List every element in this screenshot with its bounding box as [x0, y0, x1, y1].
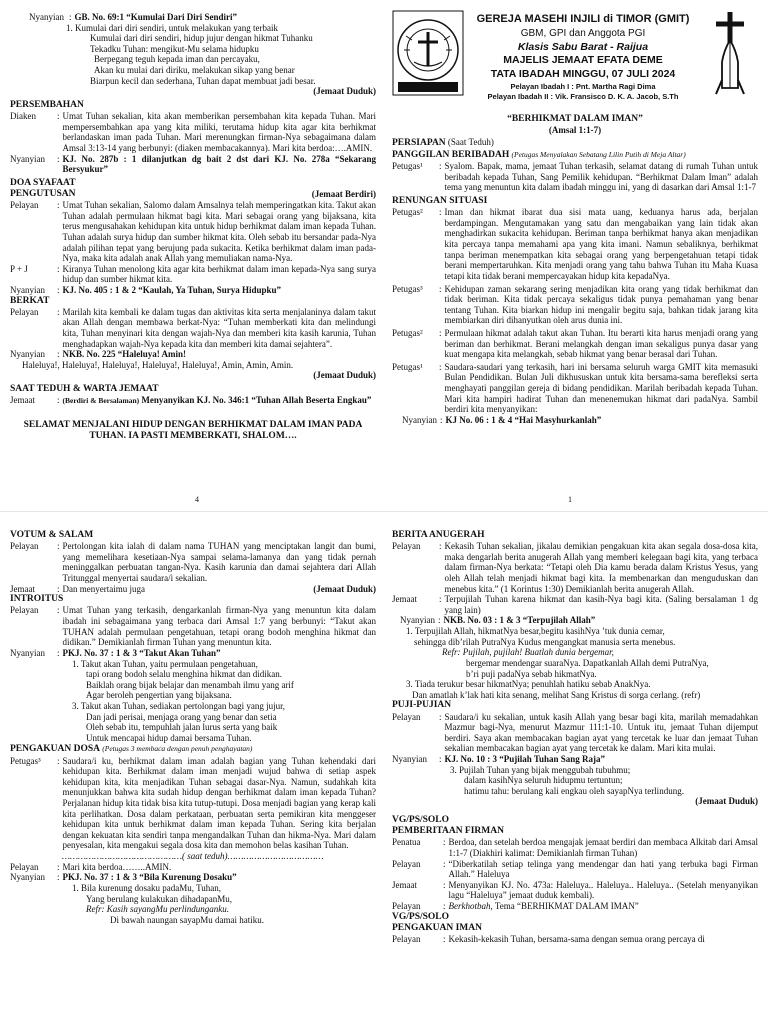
lyric-line: 3. Tiada terukur besar hikmatNya; penuhlah hatiku sebab AnakNya.	[406, 679, 651, 690]
jemaat-row-2: Jemaat : Menyanyikan KJ. No. 473a: Haleluya.. Haleluya.. Haleluya.. (Setelah menyanyikan lagu “Haleluya” jemaat duduk kembali).	[392, 879, 758, 901]
jemaat-duduk-note: (Jemaat Duduk)	[313, 370, 376, 381]
jemaat-label: Jemaat	[392, 879, 417, 890]
puji-text: Saudara/i ku sekalian, untuk kasih Allah yang besar bagi kita, marilah memadahkan Mazmur bagi-Nya, menurut Mazmur 111:1-10. Untuk itu, jemaat Tuhan dijemput berdiri. Saya akan membacakan bagian ayat yang tercetak ke luar dan jemaat Tuhan sekalian membacakan bagian ayat yang tercetak ke dalam. Mari kita mulai.	[444, 711, 758, 754]
pj-row: P + J : Kiranya Tuhan menolong kita agar kita berhikmat dalam iman kepada-Nya sang surya hidup dan sumber hikmat kita.	[10, 263, 376, 285]
gmit-logo-icon	[392, 10, 464, 96]
diaken-text: Umat Tuhan sekalian, kita akan memberikan persembahan kita kepada Tuhan. Mari mempersembahkan apa yang kita miliki, terutama hidup kita agar kita berhikmat berlandaskan iman pada Tuhan. Mari merenungkan firman-Nya sebagaimana dalam Amsal 3:13-14 yang berbunyi: (diaken membacakannya). Mari kita berdoa:….AMIN.	[62, 111, 376, 153]
renungan-4: Petugas¹ : Saudara-saudari yang terkasih, hari ini bersama seluruh warga GMIT kita memasuki Bulan Pendidikan. Bulan Juli dikhususkan untuk kita bersama-sama berefleksi serta menghayati panggilan gereja di bidang pendidikan. Marilah beribadah kepada Tuhan. Mari kita hampiri hadirat Tuhan dan menenemukan hikmat dari padaNya. Sambil berdiri kita menyanyikan:	[392, 361, 758, 415]
nyanyian-gb69: Nyanyian : GB. No. 69:1 “Kumulai Dari Diri Sendiri”	[10, 12, 376, 23]
pelayan-row-2: Pelayan : “Diberkatilah setiap telinga yang mendengar dan hati yang terbuka bagi Firman Allah.” Haleluya	[392, 858, 758, 880]
lyric-line: Dan amatlah k’lak hati kita senang, melihat Sang Kristus di sorga cerlang. (refr)	[412, 689, 701, 700]
jemaat-text: Dan menyertaimu juga	[62, 583, 145, 594]
panggilan-note: (Petugas Menyalakan Sebatang Lilin Putih di Meja Altar)	[511, 150, 686, 160]
lyric-line: Agar beroleh pengertian yang bijaksana.	[86, 690, 232, 701]
pengutusan-row: Pelayan : Umat Tuhan sekalian, Salomo dalam Amsalnya telah memperingatkan kita. Takut akan Tuhan adalah permulaan hikmat bagi kita. Mari sebagai orang yang bijaksana, kita terus mengusahakan kehidupan kita untuk hidup berhikmat dalam iman kepada Tuhan. Tuhan adalah surya hidup dan sumber hikmat kita. Oleh sebab itu bersandar pada-Nya adalah pilihan tepat yang berujung pada sukacita. Ketika berhikmat dalam iman pada-Nya, maka kita adalah anak Allah yang memuliakan nama-Nya.	[10, 200, 376, 264]
pelayan-label: Pelayan	[10, 200, 39, 211]
jemaat-row: Jemaat : (Berdiri & Bersalaman) Menyanyikan KJ. No. 346:1 “Tuhan Allah Beserta Engkau”	[10, 395, 372, 406]
section-renungan: RENUNGAN SITUASI	[392, 196, 488, 207]
nyanyian-label: Nyanyian	[10, 872, 45, 883]
petugas-label: Petugas³	[392, 283, 423, 294]
pelayan-label: Pelayan	[10, 605, 39, 616]
diaken-label: Diaken	[10, 111, 36, 122]
song-title: PKJ. No. 37 : 1 & 3 “Bila Kurenung Dosaku”	[62, 872, 237, 883]
section-berita-anugerah: BERITA ANUGERAH	[392, 530, 485, 540]
penatua-text: Berdoa, dan setelah berdoa mengajak jemaat berdiri dan membaca Alkitab dari Amsal 1:1-7 (Diakhiri kalimat: Demikianlah firman Tuhan)	[448, 837, 758, 859]
pelayan-label: Pelayan	[392, 934, 421, 945]
booklet-page-1	[384, 0, 768, 512]
klasis-name: Klasis Sabu Barat - Raijua	[517, 40, 649, 53]
nyanyian-label: Nyanyian	[29, 12, 64, 22]
song-title: GB. No. 69:1 “Kumulai Dari Diri Sendiri”	[74, 12, 238, 22]
song-bila-kurenung-lyrics	[10, 883, 376, 925]
lyric-line: Untuk mencapai hidup damai bersama Tuhan.	[86, 732, 252, 743]
section-panggilan: PANGGILAN BERIBADAH	[392, 150, 510, 161]
nyanyian-kj287: Nyanyian : KJ. No. 287b : 1 dilanjutkan dg bait 2 dst dari KJ. No. 278a “Sekarang Bersyukur”	[10, 153, 376, 175]
section-saat-teduh: SAAT TEDUH & WARTA JEMAAT	[10, 384, 159, 395]
section-introitus: INTROITUS	[10, 594, 64, 605]
church-affiliation: GBM, GPI dan Anggota PGI	[520, 27, 646, 39]
petugas-label: Petugas²	[392, 327, 423, 338]
service-title: TATA IBADAH MINGGU, 07 JULI 2024	[490, 67, 676, 80]
sermon-theme: Tema “BERHIKMAT DALAM IMAN”	[494, 901, 639, 912]
pelayan-ibadah-1: Pelayan Ibadah I : Pnt. Martha Ragi Dima	[510, 81, 656, 91]
jemaat-text: Menyanyikan KJ. No. 346:1 “Tuhan Allah Beserta Engkau”	[141, 395, 372, 406]
lyric-line: tapi orang bodoh selalu menghina hikmat dan didikan.	[86, 669, 282, 680]
lyric-line: b’ri puji padaNya sebab hikmatNya.	[466, 668, 597, 679]
renungan-text: Kehidupan zaman sekarang sering menjadikan kita orang yang tidak berhikmat dan tidak beriman. Kita tidak percaya sekaligus tidak punya pemahaman yang benar tentang Tuhan. Kita biarkan hidup ini mengalir begitu saja, bahkan tidak jarang kita membiarkan diri dihanyutkan oleh arus dunia ini.	[444, 283, 758, 326]
section-vg: VG/PS/SOLO	[392, 815, 450, 826]
pelayan-row-3: Pelayan : Berkhotbah, Tema “BERHIKMAT DALAM IMAN”	[392, 901, 639, 912]
section-vg-2: VG/PS/SOLO	[392, 911, 450, 922]
lyric-line: 1. Bila kurenung dosaku padaMu, Tuhan,	[72, 882, 221, 893]
saat-teduh-line: ………………………………………( saat teduh)………………………………	[62, 851, 324, 862]
nyanyian-label: Nyanyian	[392, 753, 427, 764]
booklet-page-2	[0, 512, 384, 1024]
jemaat-duduk-note: (Jemaat Duduk)	[695, 796, 758, 807]
section-pengakuan-dosa: PENGAKUAN DOSA	[10, 744, 100, 755]
song-title: KJ. No. 405 : 1 & 2 “Kaulah, Ya Tuhan, Surya Hidupku”	[62, 285, 282, 296]
renungan-text: Iman dan hikmat ibarat dua sisi mata uang, keduanya harus ada, berjalan berdampingan. Mengutamakan yang satu dan mengabaikan yang lain tidak akan menghadirkan sukacita kehidupan. Beriman tanpa berhikmat hanya akan menjadikan kita percaya tanpa memahami apa yang kita imani. Namun sebaliknya, berhikmat tanpa beriman menempatkan kita sebagai orang yang berpengetahuan tetapi tidak berani mempertaruhkan. Kita menjadi orang yang tahu bahwa Tuhan itu Maha Kuasa tetapi kita tidak berani mempercayakan hidup kita kepadaNya.	[444, 207, 758, 281]
section-doa-syafaat: DOA SYAFAAT	[10, 177, 76, 188]
nyanyian-label: Nyanyian	[402, 414, 437, 425]
nyanyian-pkj37-b: Nyanyian : PKJ. No. 37 : 1 & 3 “Bila Kurenung Dosaku”	[10, 872, 237, 883]
penatua-row: Penatua : Berdoa, dan setelah berdoa mengajak jemaat berdiri dan membaca Alkitab dari Amsal 1:1-7 (Diakhiri kalimat: Demikianlah firman Tuhan)	[392, 837, 758, 859]
renungan-text: Permulaan hikmat adalah takut akan Tuhan. Itu berarti kita harus menjadi orang yang beriman dan berhikmat. Berani melangkah dengan iman sekaligus punya dasar yang kuat mengapa kita melangkah, sebab hikmat yang benar berasal dari Tuhan.	[444, 327, 758, 360]
nyanyian-pkj37: Nyanyian : PKJ. No. 37 : 1 & 3 “Takut Akan Tuhan”	[10, 647, 221, 658]
berita-text: Kekasih Tuhan sekalian, jikalau demikian pengakuan kita akan segala dosa-dosa kita, maka dengarlah berita anugerah Allah yang memberi kelegaan bagi kita, yang terbaca dalam firman-Nya berkata: “Tetapi oleh Dia kamu berada dalam Kristus Yesus, yang oleh Allah telah menjadi hikmat bagi kita. Ia membenarkan dan menguduskan dan menebus kita.” (1 Korintus 1:30) Demikianlah berita anugerah Allah.	[444, 541, 758, 594]
berkat-row: Pelayan : Marilah kita kembali ke dalam tugas dan aktivitas kita serta menjalaninya dalam takut akan Allah dengan membawa berkat-Nya: “Tuhan memberkati kita dan melindungi kita, Tuhan menyinari kita dengan wajah-Nya dan memberi kita kasih karunia, Tuhan menghadapkan wajah-Nya kepada kita dan memberi kita damai sejahtera”.	[10, 306, 376, 349]
lyric-line: dalam kasihNya seluruh hidupmu tertuntun;	[464, 775, 623, 786]
berita-row: Pelayan : Kekasih Tuhan sekalian, jikalau demikian pengakuan kita akan segala dosa-dosa kita, maka dengarlah berita anugerah Allah yang memberi kelegaan bagi kita, yang terbaca dalam firman-Nya berkata: “Tetapi oleh Dia kamu berada dalam Kristus Yesus, yang oleh Allah telah menjadi hikmat bagi kita. Ia membenarkan dan menguduskan dan menebus kita.” (1 Korintus 1:30) Demikianlah berita anugerah Allah.	[392, 541, 758, 594]
pj-text: Kiranya Tuhan menolong kita agar kita berhikmat dalam iman kepada-Nya sang surya hidup dan sumber hikmat kita.	[62, 263, 376, 285]
pelayan-text-4: Kekasih-kekasih Tuhan, bersama-sama dengan semua orang percaya di	[448, 934, 705, 945]
page-number: 4	[195, 495, 199, 504]
lyric-line: hatimu tahu: berulang kali engkau oleh sayapNya terlindung.	[464, 785, 684, 796]
theme-reference: (Amsal 1:1-7)	[548, 125, 602, 136]
lyric-line: Baiklah orang bijak belajar dan menambah ilmu yang arif	[86, 679, 294, 690]
votum-row: Pelayan : Pertolongan kita ialah di dalam nama TUHAN yang menciptakan langit dan bumi, yang memelihara kesetiaan-Nya sampai selama-lamanya dan yang tidak pernah meninggalkan perbuatan tangan-Nya. Kasih karunia dan damai sejahtera dari Allah Tritunggal menyertai saudara/i sekalian.	[10, 541, 376, 584]
pelayan-label: Pelayan	[392, 901, 421, 912]
pelayan-label: Pelayan	[392, 711, 421, 722]
section-pengutusan: PENGUTUSAN	[10, 188, 76, 199]
song-kj10-lyrics	[392, 765, 758, 797]
lyric-line: Berpegang teguh kepada iman dan percayaku,	[94, 54, 260, 65]
petugas-label: Petugas¹	[392, 361, 423, 372]
song-title: NKB. No. 03 : 1 & 3 “Terpujilah Allah”	[443, 615, 596, 626]
pengakuan-text: Saudara/i ku, berhikmat dalam iman adalah bagian yang Tuhan kehendaki dari kehidupan kita. Berhikmat dalam iman menjadi wujud bahwa di setiap aspek kehidupan kita, kita menjadikan Tuhan sebagai dasar-Nya. Namun, sudahkah kita menunjukkan bahwa kita sudah hidup dengan berhikmat dalam iman kepada Tuhan? Perjalanan hidup kita tidak bisa kita tutup-tutupi. Dosa menjadi bagian yang kerap kali kita perlihatkan. Dosa dalam perkataan, perbuatan serta pemikiran kita menggeser kehidupan kita untuk berhikmat dalam iman kepada Tuhan. Sering kita berjalan dengan kekuatan kita sendiri tanpa mengandalkan Tuhan dan hikma-Nya. Mari dalam penyesalan, kita mengakui segala dosa kita dan memohon belas kasihan Tuhan.	[62, 755, 376, 851]
lyric-line: Dan jadi perisai, menjaga orang yang benar dan setia	[86, 711, 277, 722]
lyric-line: sehingga dib’rilah PutraNya Kudus mengangkat manusia serta menebus.	[414, 636, 676, 647]
jemaat-text-2: Menyanyikan KJ. No. 473a: Haleluya.. Haleluya.. Haleluya.. (Setelah menyanyikan lagu “Haleluya” jemaat duduk kembali).	[448, 879, 758, 901]
introitus-row: Pelayan : Umat Tuhan yang terkasih, dengarkanlah firman-Nya yang menuntun kita dalam ibadah ini sebagaimana yang terbaca dari Amsal 1:7 yang berbunyi: “Takut akan TUHAN adalah permulaan pengetahuan, tetapi orang bodoh menghina hikmat dan didikan.” Demikianlah firman Tuhan yang menuntun kita.	[10, 605, 376, 648]
song-title: KJ No. 06 : 1 & 4 “Hai Masyhurkanlah”	[445, 414, 602, 425]
nyanyian-kj10: Nyanyian : KJ. No. 10 : 3 “Pujilah Tuhan Sang Raja”	[392, 753, 606, 764]
nyanyian-label: Nyanyian	[400, 615, 435, 626]
section-berkat: BERKAT	[10, 295, 50, 306]
petugas-label: Petugas¹	[392, 161, 423, 172]
introitus-text: Umat Tuhan yang terkasih, dengarkanlah firman-Nya yang menuntun kita dalam ibadah ini sebagaimana yang terbaca dari Amsal 1:7 yang berbunyi: “Takut akan TUHAN adalah permulaan pengetahuan, tetapi orang bodoh menghina hikmat dan didikan.” Demikianlah firman Tuhan yang menuntun kita.	[62, 605, 376, 648]
lyric-line: Kumulai dari diri sendiri, hidup jujur dengan hikmat Tuhanku	[90, 33, 313, 44]
lyric-line: Oleh sebab itu, tempuhlah jalan lurus serta yang baik	[86, 722, 278, 733]
song-gb69-lyrics	[10, 23, 376, 87]
jemaat-duduk-note: (Jemaat Duduk)	[313, 86, 376, 97]
nyanyian-nkb225: Nyanyian : NKB. No. 225 “Haleluya! Amin!	[10, 349, 376, 360]
pengutusan-header	[10, 189, 376, 200]
nyanyian-label: Nyanyian	[10, 153, 45, 164]
berkhotbah-text: Berkhotbah,	[448, 901, 493, 912]
panggilan-row: Petugas¹ : Syalom. Bapak, mama, jemaat Tuhan terkasih, selamat datang di rumah Tuhan untuk beribadah kepada Tuhan, Sang Pemilik kehidupan. “Berhikmat Dalam Iman” adalah tema yang menuntun kita dalam ibadah minggu ini, yang di dasarkan dari Amsal 1:1-7	[392, 161, 758, 193]
header-text	[464, 10, 702, 102]
lyric-line: bergemar mendengar suaraNya. Dapatkanlah Allah demi PutraNya,	[466, 657, 709, 668]
berkat-text: Marilah kita kembali ke dalam tugas dan aktivitas kita serta menjalaninya dalam takut akan Allah dengan membawa berkat-Nya: “Tuhan memberkati kita dan melindungi kita, Tuhan menyinari kita dengan wajah-Nya dan memberi kita kasih karunia, Tuhan menghadapkan wajah-Nya kepada kita dan memberi kita damai sejahtera”.	[62, 306, 376, 349]
page-number: 1	[568, 495, 572, 504]
section-puji-pujian: PUJI-PUJIAN	[392, 700, 452, 711]
lyric-line: 3. Takut akan Tuhan, sediakan pertolongan bagi yang jujur,	[72, 700, 286, 711]
jemaat-small-note: (Berdiri & Bersalaman)	[62, 396, 140, 406]
section-persembahan: PERSEMBAHAN	[10, 99, 84, 110]
song-title: KJ. No. 287b : 1 dilanjutkan dg bait 2 dst dari KJ. No. 278a “Sekarang Bersyukur”	[62, 153, 376, 175]
puji-row: Pelayan : Saudara/i ku sekalian, untuk kasih Allah yang besar bagi kita, marilah memadahkan Mazmur bagi-Nya, menurut Mazmur 111:1-10. Untuk itu, jemaat Tuhan dijemput berdiri. Saya akan membacakan bagian ayat yang tercetak ke luar dan jemaat Tuhan sekalian membacakan bagian ayat yang tercetak ke dalam. Mari kita mulai.	[392, 711, 758, 754]
closing-message: SELAMAT MENJALANI HIDUP DENGAN BERHIKMAT DALAM IMAN PADA TUHAN. IA PASTI MEMBERKATI, SHALOM….	[23, 420, 363, 442]
song-nkb03-lyrics	[392, 626, 758, 700]
petugas-label: Petugas²	[392, 207, 423, 218]
section-votum: VOTUM & SALAM	[10, 530, 94, 540]
nyanyian-label: Nyanyian	[10, 647, 45, 658]
jemaat-row: Jemaat : Terpujilah Tuhan karena hikmat dan kasih-Nya bagi kita. (Saling bersalaman 1 dg yang lain)	[392, 594, 758, 615]
pelayan-label: Pelayan	[10, 306, 39, 317]
jemaat-berdiri-note: (Jemaat Berdiri)	[311, 188, 376, 199]
pelayan-label: Pelayan	[10, 541, 39, 552]
nyanyian-label: Nyanyian	[10, 349, 45, 360]
lyric-line: Tekadku Tuhan: mengikut-Mu selama hidupku	[90, 43, 259, 54]
persiapan-note: (Saat Teduh)	[447, 136, 494, 147]
lyric-line: Di bawah naungan sayapMu damai hatiku.	[110, 914, 264, 925]
jemaat-row: Jemaat : Dan menyertaimu juga (Jemaat Duduk)	[10, 583, 376, 594]
pelayan-row-4: Pelayan : Kekasih-kekasih Tuhan, bersama-sama dengan semua orang percaya di	[392, 934, 758, 945]
jemaat-duduk-note: (Jemaat Duduk)	[313, 583, 376, 594]
pelayan-label: Pelayan	[392, 541, 421, 552]
song-title: KJ. No. 10 : 3 “Pujilah Tuhan Sang Raja”	[444, 753, 606, 764]
theme-title: “BERHIKMAT DALAM IMAN”	[507, 114, 643, 124]
booklet-page-3	[384, 512, 768, 1024]
jemaat-text: Terpujilah Tuhan karena hikmat dan kasih-Nya bagi kita. (Saling bersalaman 1 dg yang lain)	[444, 594, 758, 615]
petugas-label: Petugas³	[10, 755, 41, 766]
renungan-2: Petugas³ : Kehidupan zaman sekarang sering menjadikan kita orang yang tidak berhikmat dan tidak beriman. Kita tidak percaya sekaligus tidak punya pemahaman yang benar tentang Tuhan. Kita biarkan hidup ini mengalir begitu saja, bahkan tidak jarang kita membiarkan diri dihanyutkan oleh arus dunia ini.	[392, 283, 758, 326]
section-persiapan: PERSIAPAN	[392, 137, 446, 148]
majelis-name: MAJELIS JEMAAT EFATA DEME	[503, 54, 663, 67]
penatua-label: Penatua	[392, 837, 421, 848]
lyric-line: Akan ku mulai dari diriku, melakukan sikap yang benar	[94, 65, 295, 76]
pj-label: P + J	[10, 263, 28, 274]
pelayan-doa-text: Mari kita berdoa……..AMIN.	[62, 861, 172, 872]
renungan-1: Petugas² : Iman dan hikmat ibarat dua sisi mata uang, keduanya harus ada, berjalan berdampingan. Mengutamakan yang satu dan mengabaikan yang lain tidak akan menghadirkan sukacita kehidupan. Beriman tanpa berhikmat hanya akan menjadikan kita percaya tanpa memahami apa yang kita imani. Namun sebaliknya, berhikmat tanpa beriman menempatkan kita sebagai orang yang berpengetahuan tetapi tidak berani mempertaruhkan. Kita menjadi orang yang tahu bahwa Tuhan itu Maha Kuasa tetapi kita tidak berani mempercayakan hidup kita kepadaNya.	[392, 207, 758, 281]
lyric-line: 1. Kumulai dari diri sendiri, untuk melakukan yang terbaik	[66, 22, 278, 33]
lyric-line: Refr: Kasih sayangMu perlindunganku.	[86, 904, 229, 915]
lyric-line: 1. Takut akan Tuhan, yaitu permulaan pengetahuan,	[72, 658, 258, 669]
haleluya-line: Haleluya!, Haleluya!, Haleluya!, Haleluya!, Haleluya!, Amin, Amin, Amin.	[22, 359, 294, 370]
lyric-line: Biarpun kecil dan sederhana, Tuhan dapat membuat jadi besar.	[90, 75, 316, 86]
page-header	[392, 10, 758, 114]
pengutusan-text: Umat Tuhan sekalian, Salomo dalam Amsalnya telah memperingatkan kita. Takut akan Tuhan adalah permulaan hikmat bagi kita. Mari sebagai orang yang bijaksana, kita terus mengusahakan kehidupan kita untuk hidup berhikmat dalam iman kepada Tuhan. Tuhan adalah surya hidup dan sumber hikmat kita. Oleh sebab itu bersandar pada-Nya adalah pilihan tepat yang berujung pada sukacita. Ketika berhikmat dalam iman pada-Nya, maka kita adalah anak Allah yang memuliakan nama-Nya.	[62, 200, 376, 264]
pengakuan-note: (Petugas 3 membaca dengan penuh penghayatan)	[102, 744, 253, 754]
song-title: NKB. No. 225 “Haleluya! Amin!	[62, 349, 187, 360]
section-pemberitaan-firman: PEMBERITAAN FIRMAN	[392, 826, 504, 837]
renungan-text: Saudara-saudari yang terkasih, hari ini bersama seluruh warga GMIT kita memasuki Bulan Pendidikan. Bulan Juli dikhususkan untuk kita bersama-sama berefleksi serta menghayati panggilan gereja di bidang pendidikan. Marilah beribadah kepada Tuhan. Mari kita hampiri hadirat Tuhan dan menenemukan hikmat dari padaNya. Sambil berdiri kita menyanyikan:	[444, 361, 758, 415]
church-name: GEREJA MASEHI INJILI di TIMOR (GMIT)	[476, 13, 690, 25]
jemaat-label: Jemaat	[392, 594, 417, 605]
nyanyian-kj06: Nyanyian : KJ No. 06 : 1 & 4 “Hai Masyhurkanlah”	[402, 414, 602, 425]
song-pkj37-lyrics	[10, 659, 376, 744]
booklet-page-4	[0, 0, 384, 512]
lyric-line: 3. Pujilah Tuhan yang bijak menggubah tubuhmu;	[450, 764, 631, 775]
diaken-row: Diaken : Umat Tuhan sekalian, kita akan memberikan persembahan kita kepada Tuhan. Mari mempersembahkan apa yang kita miliki, terutama hidup kita agar kita berhikmat berlandaskan iman pada Tuhan. Mari merenungkan firman-Nya sebagaimana dalam Amsal 3:13-14 yang berbunyi: (diaken membacakannya). Mari kita berdoa:….AMIN.	[10, 111, 376, 153]
renungan-3: Petugas² : Permulaan hikmat adalah takut akan Tuhan. Itu berarti kita harus menjadi orang yang beriman dan berhikmat. Berani melangkah dengan iman sekaligus punya dasar yang kuat mengapa kita melangkah, sebab hikmat yang benar berasal dari Tuhan.	[392, 327, 758, 360]
lyric-line: Refr: Pujilah, pujilah! Buatlah dunia bergemar,	[442, 647, 614, 658]
jemaat-label: Jemaat	[10, 583, 35, 594]
nyanyian-nkb03: Nyanyian : NKB. No. 03 : 1 & 3 “Terpujilah Allah”	[400, 615, 596, 626]
pelayan-doa-row: Pelayan : Mari kita berdoa……..AMIN.	[10, 862, 376, 873]
section-pengakuan-iman: PENGAKUAN IMAN	[392, 922, 482, 933]
pelayan-label: Pelayan	[10, 861, 39, 872]
votum-text: Pertolongan kita ialah di dalam nama TUHAN yang menciptakan langit dan bumi, yang memelihara kesetiaan-Nya sampai selama-lamanya dan yang tidak pernah meninggalkan perbuatan tangan-Nya. Kasih karunia dan damai sejahtera dari Allah Tritunggal menyertai saudara/i sekalian.	[62, 541, 376, 584]
song-title: PKJ. No. 37 : 1 & 3 “Takut Akan Tuhan”	[62, 647, 221, 658]
pengakuan-row: Petugas³ : Saudara/i ku, berhikmat dalam iman adalah bagian yang Tuhan kehendaki dari kehidupan kita. Berhikmat dalam iman menjadi wujud bahwa di setiap aspek kehidupan kita, kita menjadikan Tuhan sebagai dasar-Nya. Namun, sudahkah kita menunjukkan bahwa kita sudah hidup dengan berhikmat dalam iman kepada Tuhan? Perjalanan hidup kita tidak bisa kita tutup-tutupi. Dosa menjadi bagian yang kerap kali kita perlihatkan. Dosa dalam perkataan, perbuatan serta pemikiran kita menggeser kehidupan kita untuk berhikmat dalam iman kepada Tuhan. Sering kita berjalan dengan kekuatan kita sendiri tanpa mengandalkan Tuhan dan hikma-Nya. Mari dalam penyesalan, kita mengakui segala dosa kita dan memohon belas kasihan Tuhan.	[10, 755, 376, 851]
pelayan-label: Pelayan	[392, 858, 421, 869]
pelayan-text-2: “Diberkatilah setiap telinga yang mendengar dan hati yang terbuka bagi Firman Allah.” Haleluya	[448, 858, 758, 880]
panggilan-text: Syalom. Bapak, mama, jemaat Tuhan terkasih, selamat datang di rumah Tuhan untuk beribadah kepada Tuhan, Sang Pemilik kehidupan. “Berhikmat Dalam Iman” adalah tema yang menuntun kita dalam ibadah minggu ini, yang di dasarkan dari Amsal 1:1-7	[444, 161, 758, 193]
praying-hands-cross-icon	[702, 10, 758, 96]
lyric-line: 1. Terpujilah Allah, hikmatNya besar,begitu kasihNya ’tuk dunia cemar,	[406, 626, 665, 637]
nyanyian-kj405: Nyanyian : KJ. No. 405 : 1 & 2 “Kaulah, Ya Tuhan, Surya Hidupku”	[10, 285, 376, 296]
nyanyian-label: Nyanyian	[10, 285, 45, 296]
jemaat-label: Jemaat	[10, 395, 35, 406]
lyric-line: Yang berulang kulakukan dihadapanMu,	[86, 893, 233, 904]
pelayan-ibadah-2: Pelayan Ibadah II : Vik. Fransisco D. K. A. Jacob, S.Th	[487, 91, 679, 101]
